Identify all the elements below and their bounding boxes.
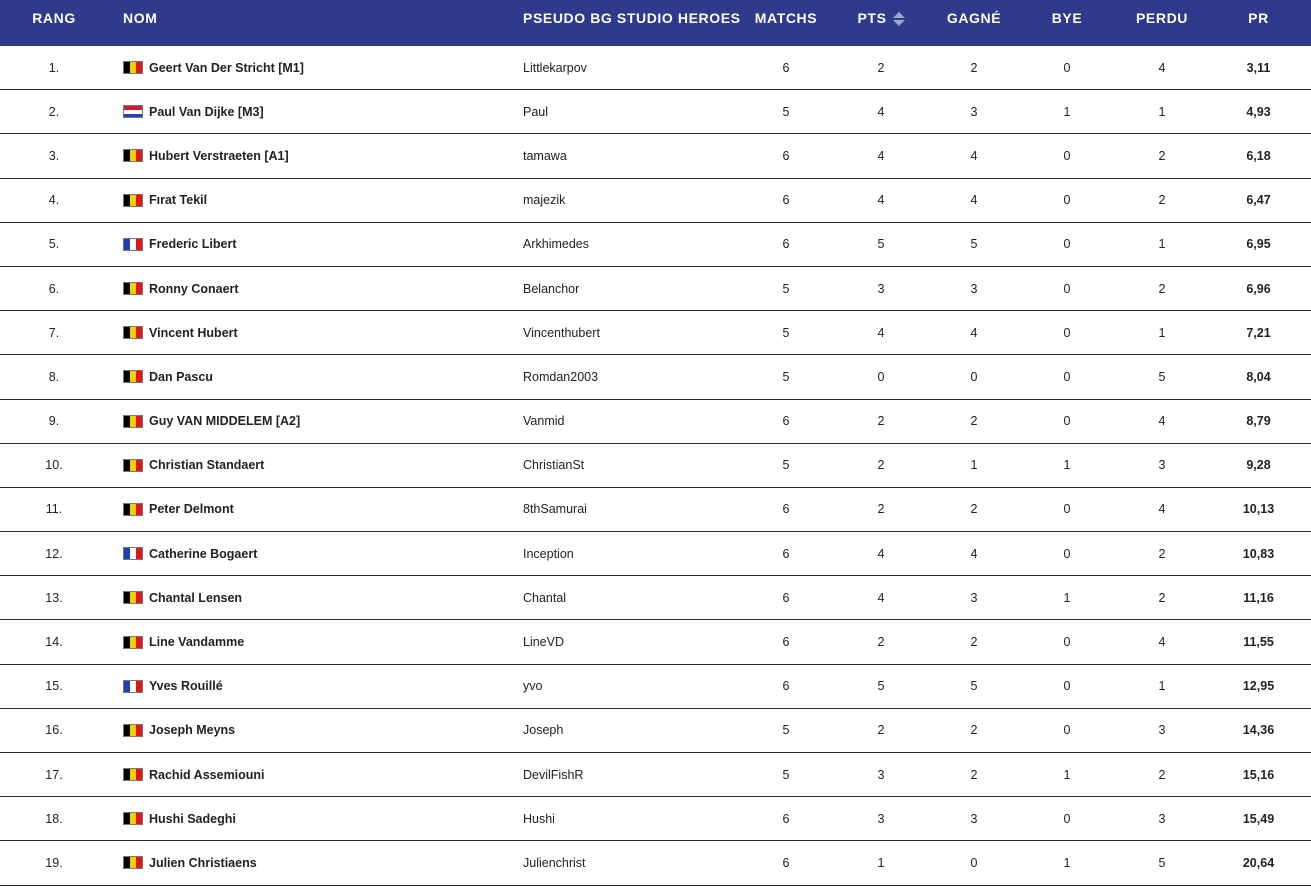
pseudo-cell: tamawa <box>523 148 567 163</box>
perdu-cell: 4 <box>1158 60 1166 75</box>
header-perdu[interactable]: PERDU <box>1135 10 1188 26</box>
gagne-cell: 2 <box>970 767 978 782</box>
pts-cell: 2 <box>877 458 885 473</box>
belgium-flag-icon <box>123 149 143 162</box>
perdu-cell: 2 <box>1158 193 1166 208</box>
pseudo-cell: Belanchor <box>523 281 580 296</box>
gagne-cell: 4 <box>970 325 978 340</box>
header-pseudo[interactable]: PSEUDO BG STUDIO HEROES <box>523 10 741 26</box>
nom-cell <box>108 591 508 605</box>
pts-cell: 1 <box>877 855 885 870</box>
belgium-flag-icon <box>123 282 143 295</box>
bye-cell: 1 <box>1063 767 1071 782</box>
pr-cell: 10,13 <box>1242 502 1275 517</box>
pts-cell: 4 <box>877 148 885 163</box>
header-bye[interactable]: BYE <box>1051 10 1083 26</box>
nom-cell <box>108 370 508 384</box>
pseudo-cell: Vincenthubert <box>523 325 600 340</box>
pts-cell: 4 <box>877 193 885 208</box>
rang-cell: 10. <box>45 458 63 473</box>
pseudo-cell: Julienchrist <box>523 855 586 870</box>
pts-cell: 3 <box>877 811 885 826</box>
perdu-cell: 2 <box>1158 767 1166 782</box>
perdu-cell: 3 <box>1158 723 1166 738</box>
france-flag-icon <box>123 547 143 560</box>
bye-cell: 0 <box>1063 325 1071 340</box>
matchs-cell: 5 <box>782 723 790 738</box>
bye-cell: 0 <box>1063 635 1071 650</box>
perdu-cell: 4 <box>1158 635 1166 650</box>
rang-cell: 7. <box>48 325 60 340</box>
nom-cell <box>108 458 508 472</box>
pseudo-cell: Romdan2003 <box>523 369 599 384</box>
player-name: Julien Christiaens <box>149 855 257 870</box>
pseudo-cell: Hushi <box>523 811 555 826</box>
bye-cell: 0 <box>1063 414 1071 429</box>
matchs-cell: 6 <box>782 855 790 870</box>
pts-cell: 0 <box>877 369 885 384</box>
belgium-flag-icon <box>123 724 143 737</box>
header-rang[interactable]: RANG <box>32 10 76 26</box>
pr-cell: 20,64 <box>1242 855 1275 870</box>
player-name: Joseph Meyns <box>149 723 236 738</box>
sort-icon[interactable] <box>893 12 905 26</box>
rang-cell: 9. <box>48 414 60 429</box>
pts-cell: 5 <box>877 679 885 694</box>
nom-cell <box>108 679 508 693</box>
nom-cell <box>108 547 508 561</box>
belgium-flag-icon <box>123 856 143 869</box>
table-row <box>0 797 1311 841</box>
matchs-cell: 5 <box>782 325 790 340</box>
nom-cell <box>108 326 508 340</box>
gagne-cell: 3 <box>970 281 978 296</box>
table-row <box>0 267 1311 311</box>
pseudo-cell: yvo <box>523 679 543 694</box>
rang-cell: 3. <box>48 148 60 163</box>
table-row <box>0 841 1311 885</box>
bye-cell: 0 <box>1063 502 1071 517</box>
matchs-cell: 5 <box>782 104 790 119</box>
pts-cell: 4 <box>877 546 885 561</box>
player-name: Paul Van Dijke [M3] <box>149 104 264 119</box>
nom-cell <box>108 635 508 649</box>
nom-cell <box>108 193 508 207</box>
perdu-cell: 5 <box>1158 855 1166 870</box>
pseudo-cell: Vanmid <box>523 414 565 429</box>
bye-cell: 0 <box>1063 281 1071 296</box>
pts-cell: 3 <box>877 767 885 782</box>
belgium-flag-icon <box>123 591 143 604</box>
table-row <box>0 400 1311 444</box>
belgium-flag-icon <box>123 768 143 781</box>
player-name: Fırat Tekil <box>149 193 208 208</box>
bye-cell: 1 <box>1063 590 1071 605</box>
player-name: Frederic Libert <box>149 237 237 252</box>
belgium-flag-icon <box>123 812 143 825</box>
pts-cell: 2 <box>877 60 885 75</box>
table-row <box>0 665 1311 709</box>
pseudo-cell: Paul <box>523 104 549 119</box>
matchs-cell: 6 <box>782 502 790 517</box>
pseudo-cell: Chantal <box>523 590 567 605</box>
bye-cell: 0 <box>1063 811 1071 826</box>
pr-cell: 6,95 <box>1246 237 1271 252</box>
nom-cell <box>108 282 508 296</box>
player-name: Peter Delmont <box>149 502 234 517</box>
pr-cell: 3,11 <box>1246 60 1271 75</box>
pseudo-cell: Littlekarpov <box>523 60 587 75</box>
gagne-cell: 2 <box>970 414 978 429</box>
rang-cell: 12. <box>45 546 63 561</box>
table-row <box>0 532 1311 576</box>
pr-cell: 8,04 <box>1246 369 1271 384</box>
pseudo-cell: majezik <box>523 193 566 208</box>
player-name: Rachid Assemiouni <box>149 767 265 782</box>
gagne-cell: 5 <box>970 679 978 694</box>
table-row <box>0 46 1311 90</box>
table-row <box>0 488 1311 532</box>
matchs-cell: 6 <box>782 546 790 561</box>
nom-cell <box>108 768 508 782</box>
bye-cell: 0 <box>1063 193 1071 208</box>
pr-cell: 14,36 <box>1242 723 1275 738</box>
belgium-flag-icon <box>123 636 143 649</box>
matchs-cell: 6 <box>782 635 790 650</box>
pts-cell: 2 <box>877 635 885 650</box>
player-name: Geert Van Der Stricht [M1] <box>149 60 304 75</box>
player-name: Line Vandamme <box>149 635 245 650</box>
player-name: Hubert Verstraeten [A1] <box>149 148 289 163</box>
perdu-cell: 1 <box>1158 237 1166 252</box>
player-name: Hushi Sadeghi <box>149 811 236 826</box>
belgium-flag-icon <box>123 415 143 428</box>
pr-cell: 8,79 <box>1246 414 1271 429</box>
rang-cell: 17. <box>45 767 63 782</box>
pr-cell: 15,49 <box>1242 811 1275 826</box>
perdu-cell: 4 <box>1158 414 1166 429</box>
table-row <box>0 311 1311 355</box>
rang-cell: 8. <box>48 369 60 384</box>
header-pts-label: PTS <box>857 10 887 26</box>
pseudo-cell: 8thSamurai <box>523 502 587 517</box>
pts-cell: 4 <box>877 104 885 119</box>
matchs-cell: 5 <box>782 767 790 782</box>
pseudo-cell: Arkhimedes <box>523 237 589 252</box>
rang-cell: 18. <box>45 811 63 826</box>
bye-cell: 1 <box>1063 855 1071 870</box>
bye-cell: 0 <box>1063 369 1071 384</box>
pseudo-cell: Joseph <box>523 723 564 738</box>
gagne-cell: 3 <box>970 104 978 119</box>
nom-cell <box>108 414 508 428</box>
nom-cell <box>108 812 508 826</box>
gagne-cell: 4 <box>970 546 978 561</box>
rang-cell: 4. <box>48 193 60 208</box>
pr-cell: 4,93 <box>1246 104 1271 119</box>
pseudo-cell: ChristianSt <box>523 458 585 473</box>
pseudo-cell: DevilFishR <box>523 767 584 782</box>
matchs-cell: 6 <box>782 811 790 826</box>
perdu-cell: 1 <box>1158 679 1166 694</box>
bye-cell: 1 <box>1063 458 1071 473</box>
nom-cell <box>108 105 508 119</box>
table-row <box>0 223 1311 267</box>
pts-cell: 2 <box>877 502 885 517</box>
gagne-cell: 5 <box>970 237 978 252</box>
perdu-cell: 5 <box>1158 369 1166 384</box>
rang-cell: 1. <box>48 60 60 75</box>
gagne-cell: 2 <box>970 60 978 75</box>
player-name: Christian Standaert <box>149 458 265 473</box>
france-flag-icon <box>123 238 143 251</box>
belgium-flag-icon <box>123 503 143 516</box>
perdu-cell: 3 <box>1158 811 1166 826</box>
nom-cell <box>108 856 508 870</box>
header-matchs[interactable]: MATCHS <box>754 10 818 26</box>
pts-cell: 2 <box>877 414 885 429</box>
matchs-cell: 6 <box>782 414 790 429</box>
rang-cell: 13. <box>45 590 63 605</box>
belgium-flag-icon <box>123 326 143 339</box>
matchs-cell: 5 <box>782 458 790 473</box>
pr-cell: 10,83 <box>1242 546 1275 561</box>
perdu-cell: 3 <box>1158 458 1166 473</box>
gagne-cell: 2 <box>970 723 978 738</box>
table-body <box>0 46 1311 886</box>
nom-cell <box>108 149 508 163</box>
pr-cell: 6,18 <box>1246 148 1271 163</box>
perdu-cell: 2 <box>1158 148 1166 163</box>
rang-cell: 16. <box>45 723 63 738</box>
gagne-cell: 0 <box>970 369 978 384</box>
table-row <box>0 355 1311 399</box>
pr-cell: 11,16 <box>1243 590 1274 605</box>
belgium-flag-icon <box>123 194 143 207</box>
matchs-cell: 6 <box>782 590 790 605</box>
bye-cell: 0 <box>1063 679 1071 694</box>
player-name: Dan Pascu <box>149 369 213 384</box>
gagne-cell: 4 <box>970 193 978 208</box>
nom-cell <box>108 723 508 737</box>
table-header <box>0 0 1311 46</box>
rang-cell: 5. <box>48 237 60 252</box>
header-nom[interactable]: NOM <box>123 10 158 26</box>
header-gagne[interactable]: GAGNÉ <box>946 10 1002 26</box>
matchs-cell: 6 <box>782 60 790 75</box>
bye-cell: 0 <box>1063 546 1071 561</box>
pts-cell: 4 <box>877 590 885 605</box>
player-name: Chantal Lensen <box>149 590 243 605</box>
gagne-cell: 2 <box>970 635 978 650</box>
perdu-cell: 2 <box>1158 546 1166 561</box>
pr-cell: 12,95 <box>1242 679 1275 694</box>
bye-cell: 1 <box>1063 104 1071 119</box>
nom-cell <box>108 237 508 251</box>
france-flag-icon <box>123 680 143 693</box>
rang-cell: 14. <box>45 635 63 650</box>
gagne-cell: 4 <box>970 148 978 163</box>
matchs-cell: 6 <box>782 193 790 208</box>
pseudo-cell: Inception <box>523 546 574 561</box>
matchs-cell: 6 <box>782 679 790 694</box>
perdu-cell: 2 <box>1158 281 1166 296</box>
matchs-cell: 5 <box>782 369 790 384</box>
matchs-cell: 6 <box>782 237 790 252</box>
player-name: Ronny Conaert <box>149 281 239 296</box>
rang-cell: 11. <box>45 502 63 517</box>
gagne-cell: 1 <box>970 458 978 473</box>
player-name: Vincent Hubert <box>149 325 238 340</box>
pr-cell: 11,55 <box>1243 635 1274 650</box>
pts-cell: 5 <box>877 237 885 252</box>
perdu-cell: 4 <box>1158 502 1166 517</box>
pts-cell: 3 <box>877 281 885 296</box>
table-row <box>0 134 1311 178</box>
perdu-cell: 1 <box>1158 325 1166 340</box>
gagne-cell: 3 <box>970 811 978 826</box>
rang-cell: 2. <box>48 104 60 119</box>
nom-cell <box>108 61 508 75</box>
perdu-cell: 1 <box>1158 104 1166 119</box>
pr-cell: 9,28 <box>1246 458 1271 473</box>
netherlands-flag-icon <box>123 105 143 118</box>
gagne-cell: 3 <box>970 590 978 605</box>
pts-cell: 2 <box>877 723 885 738</box>
table-row <box>0 90 1311 134</box>
player-name: Yves Rouillé <box>149 679 223 694</box>
table-row <box>0 444 1311 488</box>
nom-cell <box>108 502 508 516</box>
matchs-cell: 6 <box>782 148 790 163</box>
pr-cell: 15,16 <box>1242 767 1275 782</box>
rang-cell: 19. <box>45 855 63 870</box>
perdu-cell: 2 <box>1158 590 1166 605</box>
bye-cell: 0 <box>1063 60 1071 75</box>
table-row <box>0 576 1311 620</box>
belgium-flag-icon <box>123 61 143 74</box>
bye-cell: 0 <box>1063 148 1071 163</box>
bye-cell: 0 <box>1063 723 1071 738</box>
belgium-flag-icon <box>123 459 143 472</box>
matchs-cell: 5 <box>782 281 790 296</box>
pr-cell: 6,96 <box>1246 281 1271 296</box>
pseudo-cell: LineVD <box>523 635 564 650</box>
player-name: Guy VAN MIDDELEM [A2] <box>149 414 301 429</box>
header-pr[interactable]: PR <box>1248 10 1269 26</box>
rang-cell: 6. <box>48 281 60 296</box>
header-pts[interactable] <box>830 10 932 26</box>
table-row <box>0 753 1311 797</box>
table-row <box>0 620 1311 664</box>
table-row <box>0 179 1311 223</box>
pr-cell: 6,47 <box>1246 193 1271 208</box>
player-name: Catherine Bogaert <box>149 546 258 561</box>
gagne-cell: 2 <box>970 502 978 517</box>
bye-cell: 0 <box>1063 237 1071 252</box>
gagne-cell: 0 <box>970 855 978 870</box>
table-row <box>0 709 1311 753</box>
rang-cell: 15. <box>45 679 63 694</box>
pts-cell: 4 <box>877 325 885 340</box>
pr-cell: 7,21 <box>1246 325 1271 340</box>
belgium-flag-icon <box>123 370 143 383</box>
